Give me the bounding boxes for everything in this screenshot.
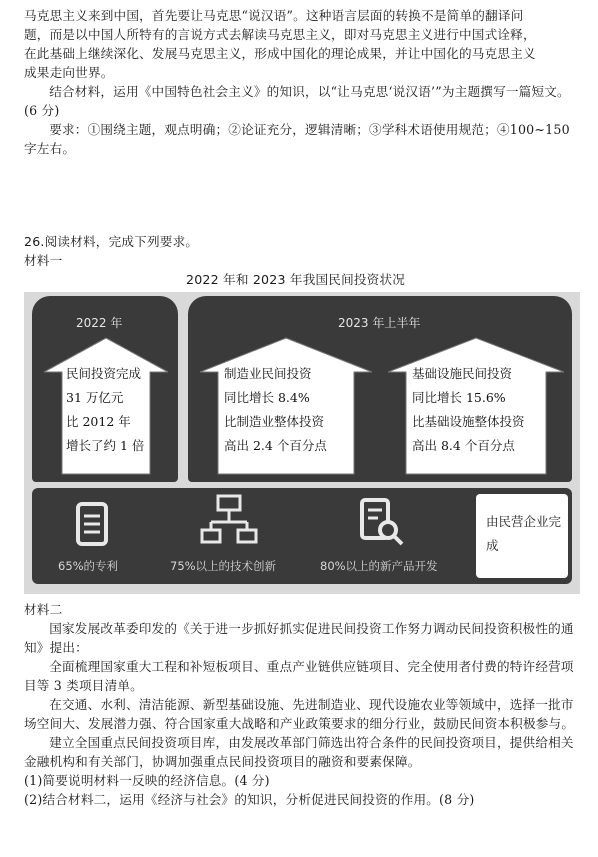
- arrow1-line: 民间投资完成: [66, 366, 142, 381]
- arrow-card-text: [66, 362, 144, 458]
- investment-infographic: [24, 292, 580, 594]
- arrow2-line: 高出 2.4 个百分点: [224, 438, 327, 453]
- callout-text: 由民营企业完成: [486, 514, 562, 553]
- arrow3-line: 同比增长 15.6%: [412, 390, 506, 405]
- arrow-card-text: [412, 362, 525, 458]
- arrow-card-manufacturing: [198, 336, 374, 476]
- private-enterprise-callout: [476, 494, 568, 578]
- arrow-card-text: [224, 362, 327, 458]
- intro-line: 在此基础上继续深化、发展马克思主义，形成中国化的理论成果，并让中国化的马克思主义: [24, 46, 536, 61]
- arrow-card-infrastructure: [386, 336, 566, 476]
- arrow2-line: 制造业民间投资: [224, 366, 312, 381]
- figure-title: 2022 年和 2023 年我国民间投资状况: [186, 272, 406, 287]
- material-2-label: 材料二: [24, 602, 63, 617]
- document-search-icon: [358, 496, 408, 554]
- arrow3-line: 比基础设施整体投资: [412, 414, 525, 429]
- intro-requirements: 要求：①围绕主题，观点明确；②论证充分，逻辑清晰；③学科术语使用规范；④100~150字左右。: [24, 122, 570, 156]
- arrow2-line: 比制造业整体投资: [224, 414, 325, 429]
- arrow1-line: 增长了约 1 倍: [66, 438, 145, 453]
- material-2-para: 在交通、水利、清洁能源、新型基础设施、先进制造业、现代设施农业等领域中，选择一批市场空间大、发展潜力强、符合国家重大战略和产业政策要求的细分行业，鼓励民间资本积极参与。: [24, 697, 575, 731]
- arrow1-line: 31 万亿元: [66, 390, 124, 405]
- material-2-para: 全面梳理国家重大工程和补短板项目、重点产业链供应链项目、完全使用者付费的特许经营项目等 3 类项目清单。: [24, 659, 574, 693]
- question-26-1: (1)简要说明材料一反映的经济信息。(4 分): [24, 773, 270, 788]
- question-26-2: (2)结合材料二，运用《经济与社会》的知识，分析促进民间投资的作用。(8 分): [24, 792, 475, 807]
- arrow-card-2022: [42, 336, 170, 476]
- caption-new-products: 80%以上的新产品开发: [320, 559, 438, 573]
- panel-2023h1-title: 2023 年上半年: [338, 316, 421, 330]
- material-2-para: 建立全国重点民间投资项目库，由发展改革部门筛选出符合条件的民间投资项目，提供给相关金融机构和有关部门，协调加强重点民间投资项目的融资和要素保障。: [24, 735, 574, 769]
- arrow3-line: 高出 8.4 个百分点: [412, 438, 515, 453]
- arrow3-line: 基础设施民间投资: [412, 366, 513, 381]
- network-computers-icon: [200, 494, 260, 554]
- arrow1-line: 比 2012 年: [66, 414, 131, 429]
- arrow2-line: 同比增长 8.4%: [224, 390, 310, 405]
- material-2-body: [24, 619, 580, 809]
- intro-line: 题，而是以中国人所特有的言说方式去解读马克思主义，即对马克思主义进行中国式诠释，: [24, 27, 536, 42]
- caption-tech-innovation: 75%以上的技术创新: [170, 559, 277, 573]
- intro-passage: [24, 6, 580, 158]
- panel-2022-title: 2022 年: [76, 316, 123, 330]
- clipboard-icon: [72, 498, 112, 552]
- question-26-heading: 26.阅读材料，完成下列要求。: [24, 234, 199, 249]
- intro-task: 结合材料，运用《中国特色社会主义》的知识，以“让马克思‘说汉语’”为主题撰写一篇短文。(6 分): [24, 84, 570, 118]
- material-2-para: 国家发展改革委印发的《关于进一步抓好抓实促进民间投资工作努力调动民间投资积极性的通知》提出：: [24, 621, 574, 655]
- intro-line: 马克思主义来到中国，首先要让马克思“说汉语”。这种语言层面的转换不是简单的翻译问: [24, 8, 524, 23]
- intro-line: 成果走向世界。: [24, 65, 114, 80]
- material-1-label: 材料一: [24, 253, 63, 268]
- caption-patents: 65%的专利: [58, 559, 119, 573]
